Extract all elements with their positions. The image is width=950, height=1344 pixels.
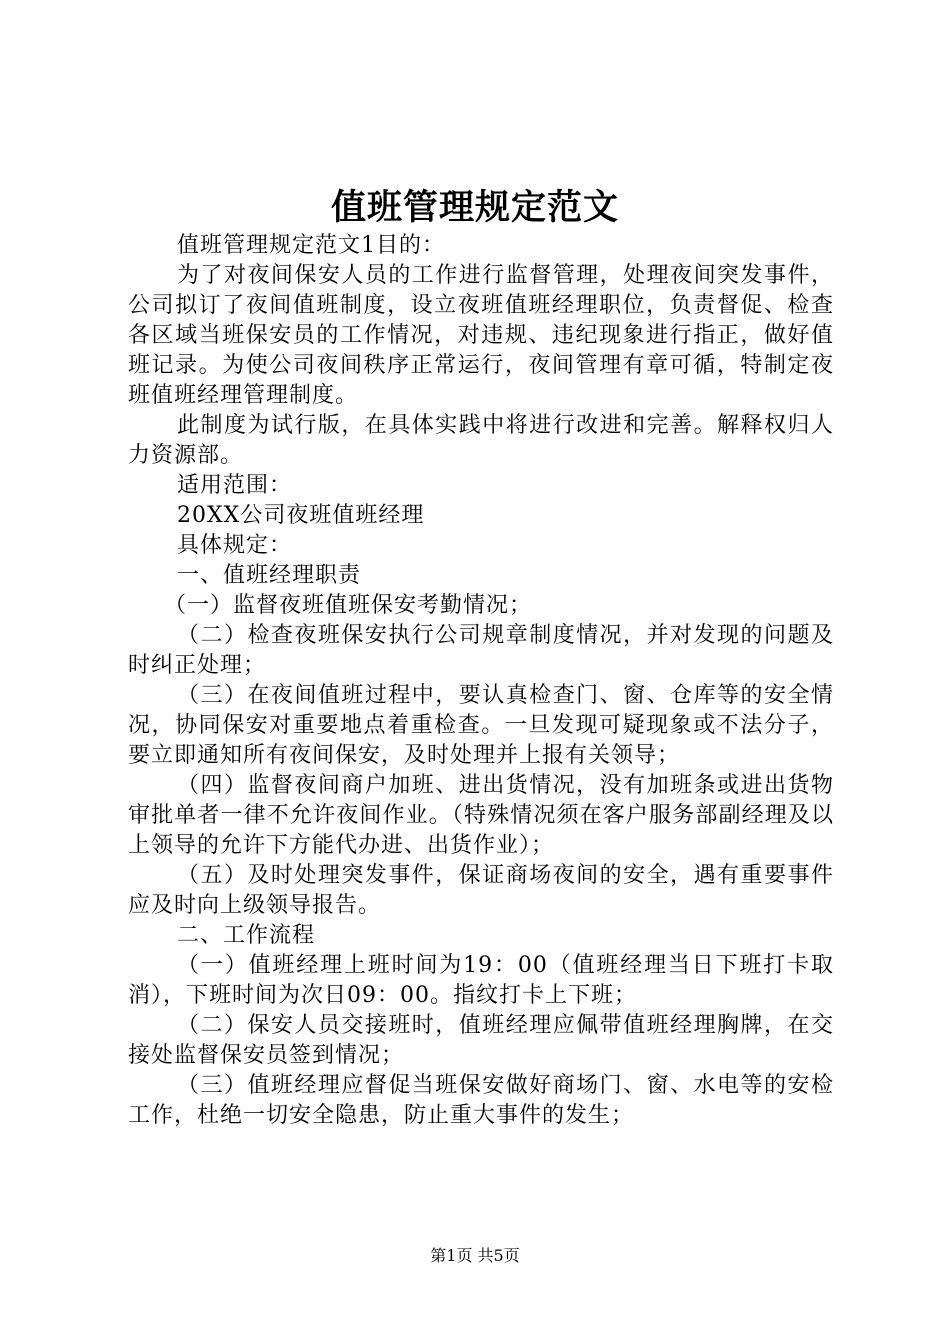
document-title: 值班管理规定范文	[330, 187, 619, 228]
list-item-workflow-1: （一）值班经理上班时间为19：00（值班经理当日下班打卡取消），下班时间为次日09：00。指纹打卡上下班；	[128, 953, 834, 1008]
paragraph-scope-heading: 适用范围：	[177, 473, 293, 498]
list-item-duty-4: （四）监督夜间商户加班、进出货情况，没有加班条或进出货物审批单者一律不允许夜间作业。（特殊情况须在客户服务部副经理及以上领导的允许下方能代办进、出货作业）；	[128, 773, 834, 858]
paragraph-trial-version: 此制度为试行版，在具体实践中将进行改进和完善。解释权归人力资源部。	[128, 413, 834, 468]
list-item-duty-5: （五）及时处理突发事件，保证商场夜间的安全，遇有重要事件应及时向上级领导报告。	[128, 863, 834, 918]
list-item-duty-2: （二）检查夜班保安执行公司规章制度情况，并对发现的问题及时纠正处理；	[128, 623, 834, 678]
section-heading-workflow: 二、工作流程	[177, 923, 316, 948]
section-heading-duties: 一、值班经理职责	[177, 563, 362, 588]
list-item-workflow-2: （二）保安人员交接班时，值班经理应佩带值班经理胸牌，在交接处监督保安员签到情况；	[128, 1013, 834, 1068]
list-item-duty-3: （三）在夜间值班过程中，要认真检查门、窗、仓库等的安全情况，协同保安对重要地点着重检查。一旦发现可疑现象或不法分子，要立即通知所有夜间保安，及时处理并上报有关领导；	[128, 683, 834, 768]
paragraph-intro: 值班管理规定范文1目的：	[177, 233, 445, 258]
paragraph-purpose: 为了对夜间保安人员的工作进行监督管理，处理夜间突发事件，公司拟订了夜间值班制度，设立夜班值班经理职位，负责督促、检查各区域当班保安员的工作情况，对违规、违纪现象进行指正，做好值班记录。为使公司夜间秩序正常运行，夜间管理有章可循，特制定夜班值班经理管理制度。	[128, 263, 834, 408]
page-footer: 第1页 共5页	[430, 1246, 520, 1265]
list-item-workflow-3: （三）值班经理应督促当班保安做好商场门、窗、水电等的安检工作，杜绝一切安全隐患，防止重大事件的发生；	[128, 1073, 834, 1128]
paragraph-scope: 20XX公司夜班值班经理	[177, 503, 425, 528]
paragraph-rules-heading: 具体规定：	[177, 533, 293, 558]
document-body	[128, 231, 834, 1131]
list-item-duty-1: （一）监督夜班值班保安考勤情况；	[164, 593, 533, 618]
